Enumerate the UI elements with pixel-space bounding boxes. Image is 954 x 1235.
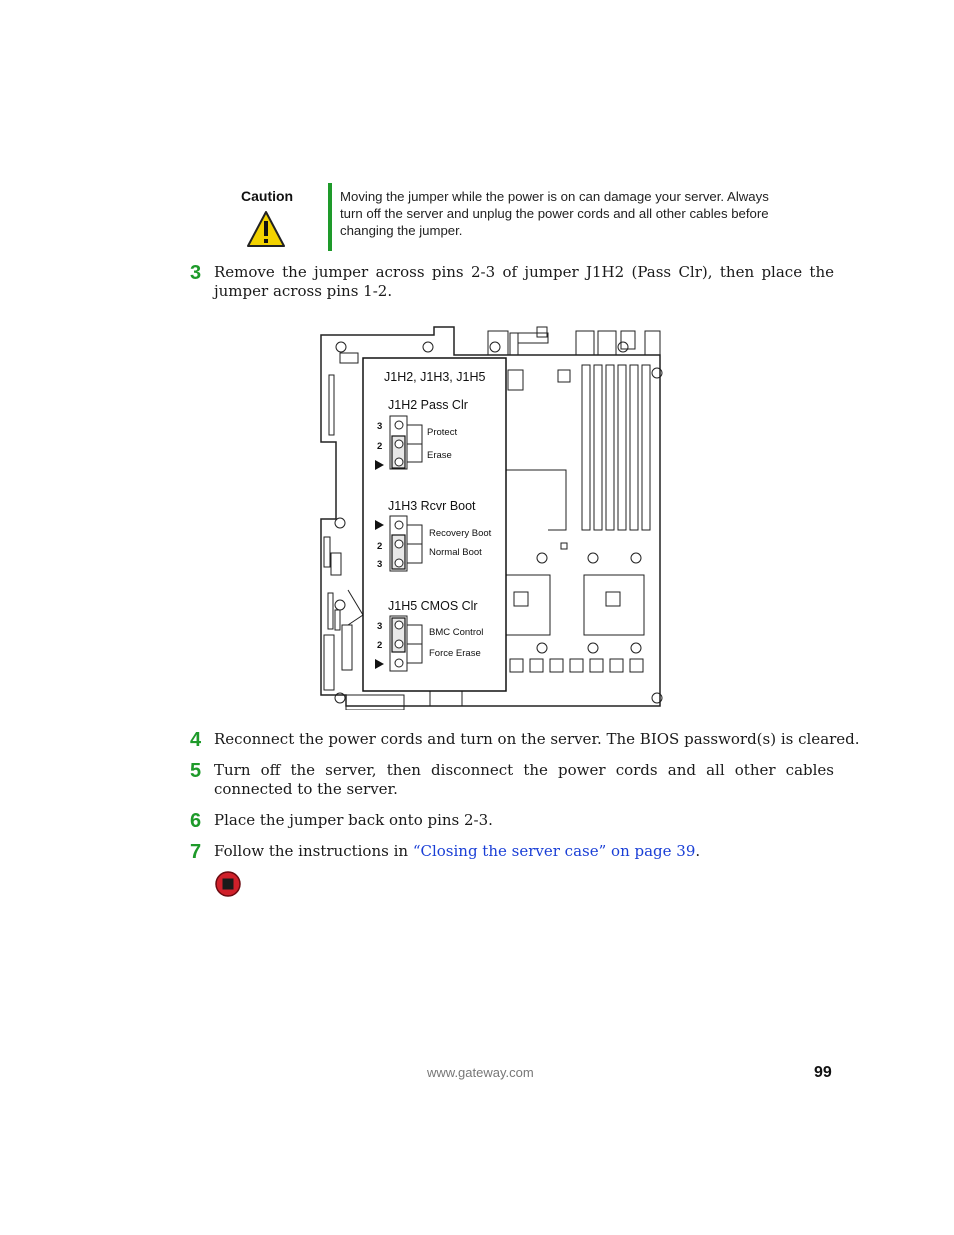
caution-text: Moving the jumper while the power is on can damage your server. Always turn off the server and unplug the power cords and all other cables before changing the jumper. [340,189,769,238]
jumper-group-title: J1H5 CMOS Clr [388,599,478,613]
step-text: Place the jumper back onto pins 2-3. [214,811,493,829]
jumper-group-title: J1H3 Rcvr Boot [388,499,476,513]
step-number: 3 [190,262,202,284]
pin-number: 3 [377,559,383,570]
diagram-title: J1H2, J1H3, J1H5 [384,370,486,384]
step-text [214,842,834,861]
step-number: 5 [190,760,202,782]
motherboard-jumper-diagram [318,325,668,710]
step-text: Remove the jumper across pins 2-3 of jumper J1H2 (Pass Clr), then place the jumper across pins 1-2. [214,263,834,300]
pin-number: 2 [377,541,383,552]
step-number: 7 [190,841,202,863]
pin-number: 3 [377,421,383,432]
caution-label: Caution [241,188,294,204]
caution-triangle-icon [246,210,286,248]
pin-number: 3 [377,621,383,632]
stop-icon [215,871,241,897]
jumper-group-title: J1H2 Pass Clr [388,398,468,412]
jumper-setting-label: BMC Control [429,627,484,638]
pin-number: 2 [377,441,383,452]
step-number: 4 [190,729,202,751]
step-number: 6 [190,810,202,832]
jumper-setting-label: Erase [427,450,452,461]
footer-url: www.gateway.com [427,1065,534,1080]
jumper-setting-label: Force Erase [429,648,481,659]
step-text: Turn off the server, then disconnect the power cords and all other cables connected to the server. [214,761,834,798]
pin-number: 2 [377,640,383,651]
jumper-setting-label: Normal Boot [429,547,482,558]
closing-server-case-link[interactable]: “Closing the server case” on page 39 [412,842,696,860]
caution-divider [328,183,332,251]
step-text: Reconnect the power cords and turn on the server. The BIOS password(s) is cleared. [214,730,860,748]
step-text-after: . [695,842,701,860]
jumper-setting-label: Recovery Boot [429,528,492,539]
step-text-before: Follow the instructions in [214,842,413,860]
jumper-setting-label: Protect [427,427,458,438]
page-number: 99 [814,1064,832,1081]
